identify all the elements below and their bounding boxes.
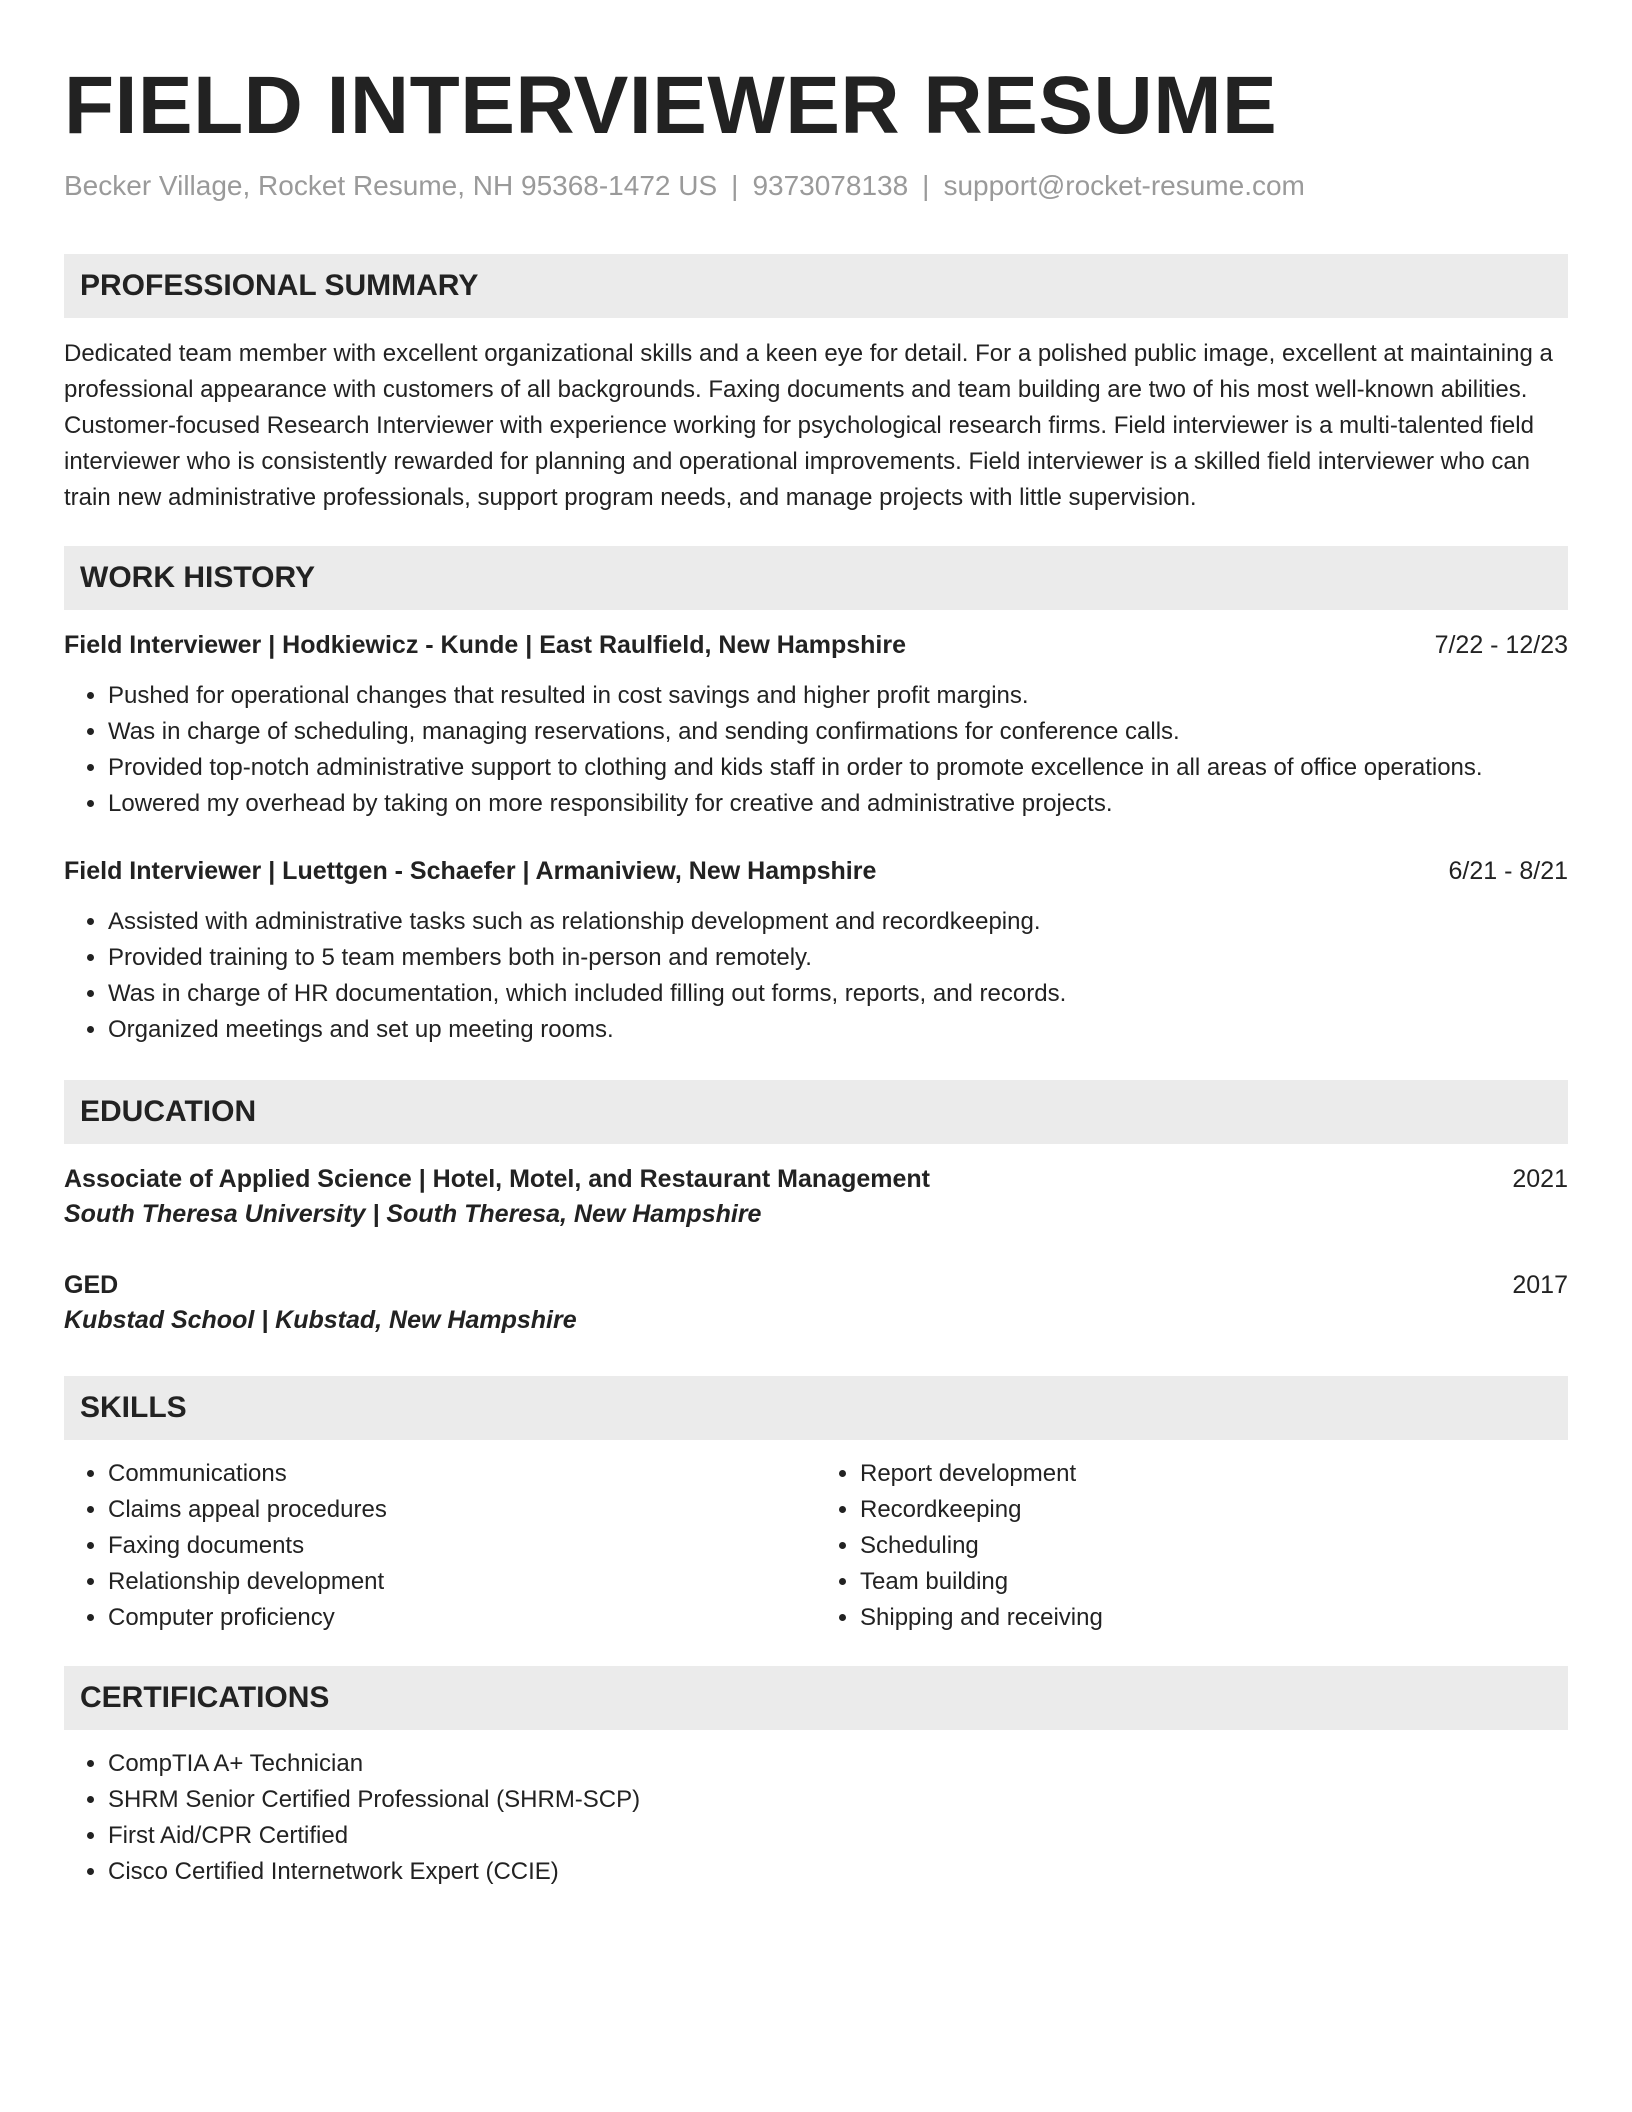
- list-item: • Provided top-notch administrative support to clothing and kids staff in order to promote excellence in all areas of office operations.: [108, 750, 1568, 786]
- education-entry: [64, 1162, 1568, 1232]
- list-item: • Pushed for operational changes that resulted in cost savings and higher profit margins.: [108, 678, 1568, 714]
- section-heading-education: EDUCATION: [64, 1080, 1568, 1144]
- skill-item: • Relationship development: [108, 1564, 816, 1600]
- contact-separator: |: [922, 170, 930, 201]
- job-header: [64, 628, 1568, 662]
- job-title: Field Interviewer | Hodkiewicz - Kunde | East Raulfield, New Hampshire: [64, 631, 906, 659]
- job-entry: [64, 854, 1568, 1048]
- skills-columns: [64, 1456, 1568, 1636]
- job-title: Field Interviewer | Luettgen - Schaefer | Armaniview, New Hampshire: [64, 857, 877, 885]
- list-item: • Lowered my overhead by taking on more responsibility for creative and administrative projects.: [108, 786, 1568, 822]
- skills-list-right: [816, 1456, 1568, 1636]
- list-item: • Assisted with administrative tasks such as relationship development and recordkeeping.: [108, 904, 1568, 940]
- section-heading-summary: PROFESSIONAL SUMMARY: [64, 254, 1568, 318]
- contact-phone: 9373078138: [752, 170, 909, 201]
- section-heading-skills: SKILLS: [64, 1376, 1568, 1440]
- skill-item: • Scheduling: [860, 1528, 1568, 1564]
- certification-item: • First Aid/CPR Certified: [108, 1818, 1568, 1854]
- skill-item: • Communications: [108, 1456, 816, 1492]
- job-dates: 7/22 - 12/23: [1434, 631, 1568, 659]
- skill-item: • Computer proficiency: [108, 1600, 816, 1636]
- list-item: • Provided training to 5 team members both in-person and remotely.: [108, 940, 1568, 976]
- skill-item: • Report development: [860, 1456, 1568, 1492]
- education-degree: GED: [64, 1271, 119, 1299]
- job-bullets: [64, 904, 1568, 1048]
- education-header: [64, 1268, 1568, 1302]
- section-heading-work-history: WORK HISTORY: [64, 546, 1568, 610]
- job-dates: 6/21 - 8/21: [1448, 857, 1568, 885]
- skill-item: • Recordkeeping: [860, 1492, 1568, 1528]
- education-year: 2017: [1512, 1271, 1568, 1299]
- certification-item: • CompTIA A+ Technician: [108, 1746, 1568, 1782]
- education-school: Kubstad School | Kubstad, New Hampshire: [64, 1306, 577, 1334]
- skill-item: • Claims appeal procedures: [108, 1492, 816, 1528]
- education-entry: [64, 1268, 1568, 1338]
- list-item: • Was in charge of scheduling, managing reservations, and sending confirmations for conference calls.: [108, 714, 1568, 750]
- summary-text: Dedicated team member with excellent organizational skills and a keen eye for detail. For a polished public image, excellent at maintaining a professional appearance with customers of all backgrounds. Faxing documents and team building are two of his most well-known abilities. Customer-focused Research Interviewer with experience working for psychological research firms. Field interviewer is a multi-talented field interviewer who is consistently rewarded for planning and operational improvements. Field interviewer is a skilled field interviewer who can train new administrative professionals, support program needs, and manage projects with little supervision.: [64, 340, 1553, 511]
- skills-list-left: [64, 1456, 816, 1636]
- education-degree: Associate of Applied Science | Hotel, Motel, and Restaurant Management: [64, 1165, 930, 1193]
- education-year: 2021: [1512, 1165, 1568, 1193]
- contact-line: [64, 168, 1568, 204]
- list-item: • Was in charge of HR documentation, which included filling out forms, reports, and records.: [108, 976, 1568, 1012]
- certification-item: • SHRM Senior Certified Professional (SHRM-SCP): [108, 1782, 1568, 1818]
- contact-email: support@rocket-resume.com: [943, 170, 1305, 201]
- certifications-list: [64, 1746, 1568, 1890]
- certification-item: • Cisco Certified Internetwork Expert (CCIE): [108, 1854, 1568, 1890]
- skill-item: • Faxing documents: [108, 1528, 816, 1564]
- resume-title: FIELD INTERVIEWER RESUME: [64, 60, 1278, 151]
- contact-address: Becker Village, Rocket Resume, NH 95368-1472 US: [64, 170, 718, 201]
- skill-item: • Shipping and receiving: [860, 1600, 1568, 1636]
- contact-separator: |: [731, 170, 739, 201]
- section-heading-certifications: CERTIFICATIONS: [64, 1666, 1568, 1730]
- job-header: [64, 854, 1568, 888]
- job-bullets: [64, 678, 1568, 822]
- job-entry: [64, 628, 1568, 822]
- education-header: [64, 1162, 1568, 1196]
- list-item: • Organized meetings and set up meeting rooms.: [108, 1012, 1568, 1048]
- skill-item: • Team building: [860, 1564, 1568, 1600]
- education-school: South Theresa University | South Theresa, New Hampshire: [64, 1200, 762, 1228]
